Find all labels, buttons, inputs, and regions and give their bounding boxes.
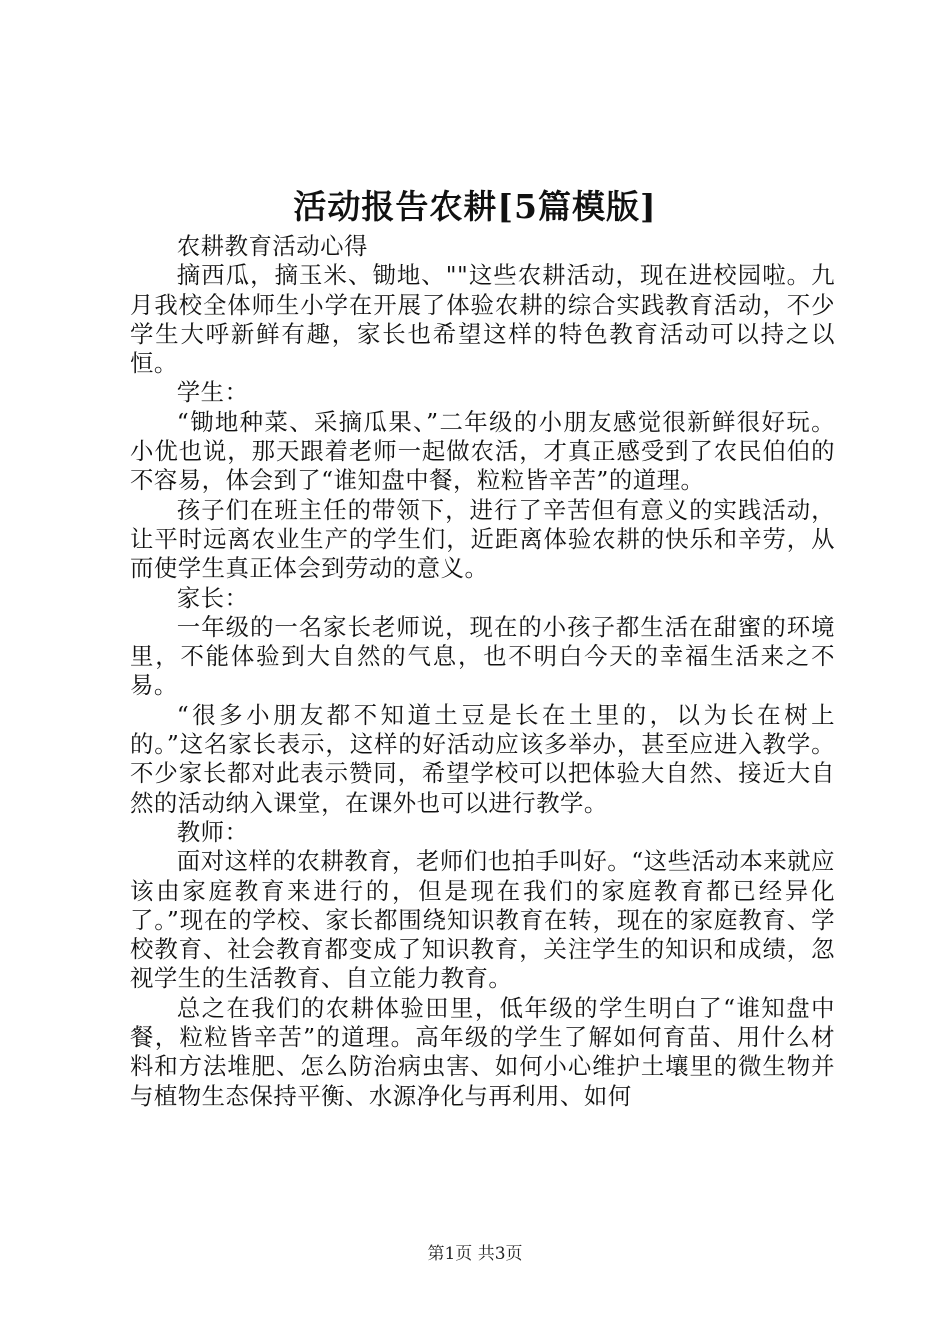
section-heading: 农耕教育活动心得 [176,232,368,260]
body-paragraph: 面对这样的农耕教育，老师们也拍手叫好。“这些活动本来就应该由家庭教育来进行的，但是现在我们的家庭教育都已经异化了。”现在的学校、家长都围绕知识教育在转，现在的家庭教育、学校教育、社会教育都变成了知识教育，关注学生的知识和成绩，忽视学生的生活教育、自立能力教育。 [130,847,835,993]
body-paragraph: “很多小朋友都不知道土豆是长在土里的，以为长在树上的。”这名家长表示，这样的好活动应该多举办，甚至应进入教学。不少家长都对此表示赞同，希望学校可以把体验大自然、接近大自然的活动纳入课堂，在课外也可以进行教学。 [130,700,835,817]
body-paragraph: 总之在我们的农耕体验田里，低年级的学生明白了“谁知盘中餐，粒粒皆辛苦”的道理。高年级的学生了解如何育苗、用什么材料和方法堆肥、怎么防治病虫害、如何小心维护土壤里的微生物并与植物生态保持平衡、水源净化与再利用、如何 [130,993,835,1110]
section-label-teachers: 教师： [176,817,249,846]
body-paragraph: 一年级的一名家长老师说，现在的小孩子都生活在甜蜜的环境里，不能体验到大自然的气息，也不明白今天的幸福生活来之不易。 [130,612,835,700]
body-paragraph: 摘西瓜，摘玉米、锄地、""这些农耕活动，现在进校园啦。九月我校全体师生小学在开展了体验农耕的综合实践教育活动，不少学生大呼新鲜有趣，家长也希望这样的特色教育活动可以持之以恒。 [130,261,835,378]
body-paragraph: 孩子们在班主任的带领下，进行了辛苦但有意义的实践活动，让平时远离农业生产的学生们，近距离体验农耕的快乐和辛劳，从而使学生真正体会到劳动的意义。 [130,495,835,583]
section-label-parents: 家长： [176,583,249,612]
page-number: 第1页 共3页 [427,1244,523,1264]
section-label-students: 学生： [176,378,249,407]
document-body [130,232,835,1111]
document-title: 活动报告农耕[5篇模版] [293,187,657,226]
body-paragraph: “锄地种菜、采摘瓜果、”二年级的小朋友感觉很新鲜很好玩。小优也说，那天跟着老师一起做农活，才真正感受到了农民伯伯的不容易，体会到了“谁知盘中餐，粒粒皆辛苦”的道理。 [130,407,835,495]
